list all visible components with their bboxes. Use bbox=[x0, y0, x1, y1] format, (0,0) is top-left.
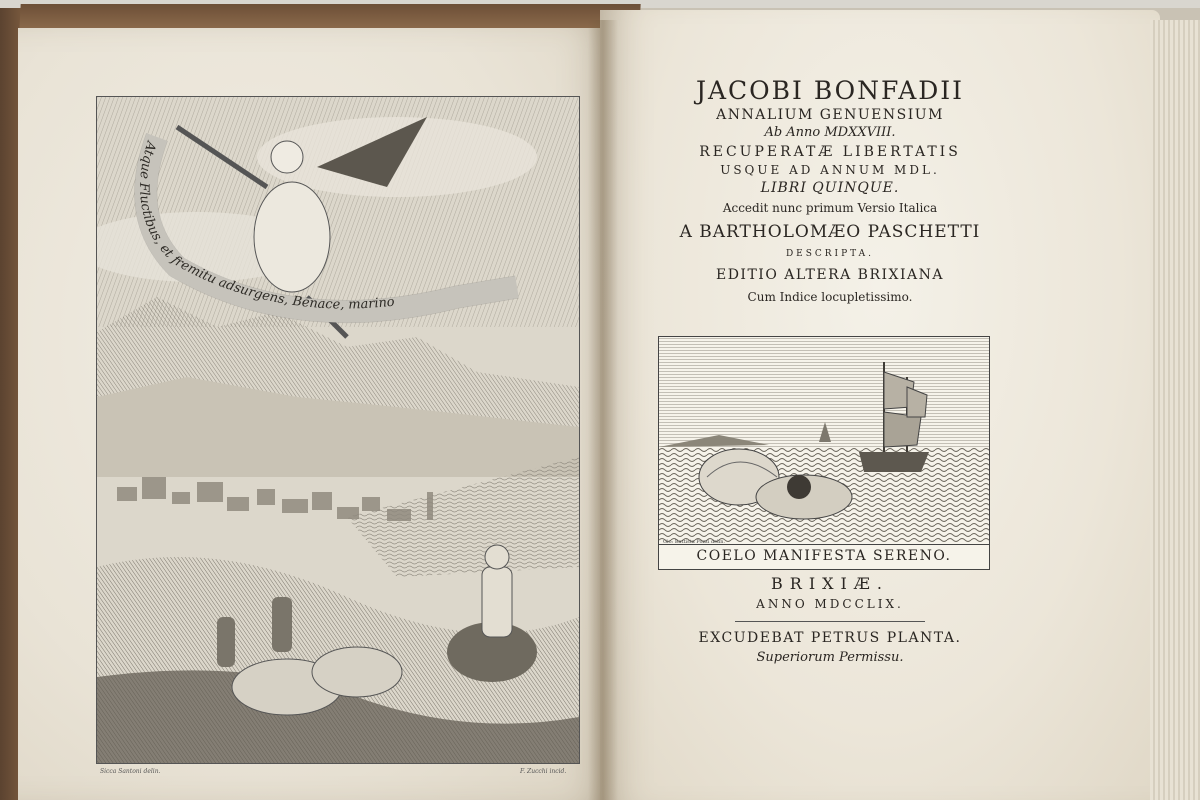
title-line-usque: USQUE AD ANNUM MDL. bbox=[720, 163, 940, 177]
title-line-accedit: Accedit nunc primum Versio Italica bbox=[722, 201, 938, 215]
title-line-editio: EDITIO ALTERA BRIXIANA bbox=[715, 267, 945, 283]
title-line-index: Cum Indice locupletissimo. bbox=[747, 290, 913, 304]
ship-vignette bbox=[658, 336, 990, 570]
banner-text bbox=[136, 139, 395, 313]
imprint-year: ANNO MDCCLIX. bbox=[756, 597, 904, 611]
imprint bbox=[640, 574, 1020, 665]
title-line-recuperatae: RECUPERATÆ LIBERTATIS bbox=[699, 144, 961, 160]
engraving-credit-right: F. Zucchi incid. bbox=[520, 768, 567, 775]
imprint-place: BRIXIÆ. bbox=[771, 574, 889, 593]
title-line-libri: LIBRI QUINQUE. bbox=[760, 180, 900, 196]
title-page-text bbox=[610, 70, 1050, 304]
ribbon-text-layer bbox=[96, 96, 578, 396]
title-line-descripta: DESCRIPTA. bbox=[785, 249, 875, 259]
imprint-rule bbox=[735, 621, 925, 622]
imprint-permission: Superiorum Permissu. bbox=[756, 650, 904, 665]
banner-text-path: Atque Fluctibus, et fremitu adsurgens, Benace, marino bbox=[136, 139, 396, 313]
author-name: JACOBI BONFADII bbox=[695, 76, 965, 105]
book-cover-top-edge bbox=[19, 4, 640, 30]
title-line-ab-anno: Ab Anno MDXXVIII. bbox=[764, 125, 896, 140]
vignette-motto: COELO MANIFESTA SERENO. bbox=[659, 544, 989, 567]
vignette-credit: Gio: Battista Pozzi delin. bbox=[663, 539, 726, 545]
title-line-translator: A BARTHOLOMÆO PASCHETTI bbox=[679, 222, 981, 242]
title-line-annalium: ANNALIUM GENUENSIUM bbox=[716, 107, 944, 123]
page-edges bbox=[1150, 20, 1200, 800]
vignette-illustration bbox=[659, 337, 989, 543]
engraving-credit-left: Sicca Santoni delin. bbox=[100, 768, 161, 775]
imprint-printer: EXCUDEBAT PETRUS PLANTA. bbox=[698, 630, 962, 646]
